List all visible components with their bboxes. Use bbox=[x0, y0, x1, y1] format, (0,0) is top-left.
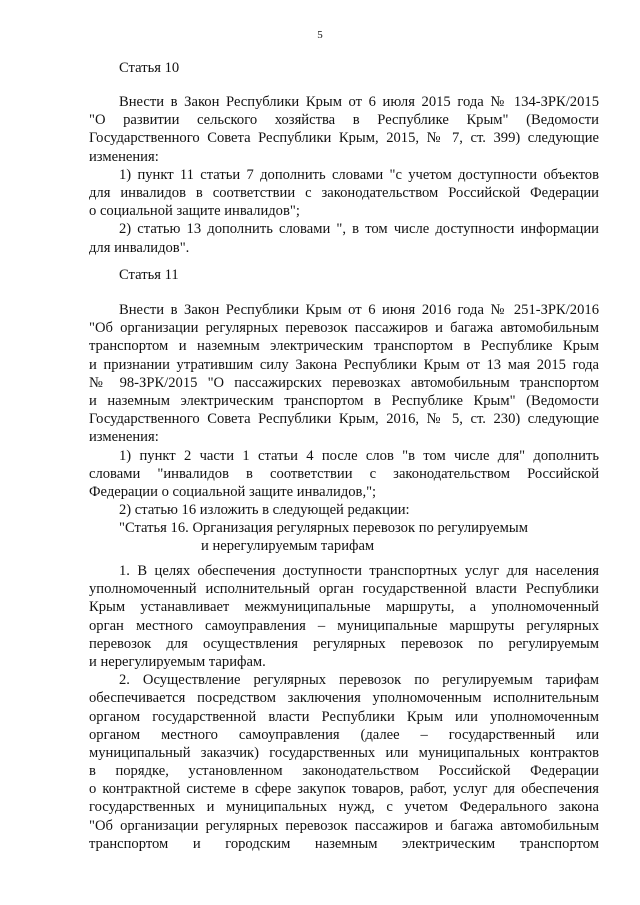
text-line: Государственного Совета Республики Крым, 2015, № 7, ст. 399) следующие bbox=[89, 130, 599, 147]
text-line: № 98-ЗРК/2015 "О пассажирских перевозках автомобильным транспортом bbox=[89, 374, 599, 391]
text-line: и нерегулируемым тарифам. bbox=[89, 653, 266, 670]
article-16-body bbox=[89, 562, 599, 853]
text-line: муниципальный заказчик) государственных или муниципальных контрактов bbox=[89, 744, 599, 761]
text-line: транспортом и городским наземным электрическим транспортом bbox=[89, 835, 599, 852]
text-line: Внести в Закон Республики Крым от 6 июня 2016 года № 251-ЗРК/2016 bbox=[119, 302, 599, 318]
text-line: Внести в Закон Республики Крым от 6 июля 2015 года № 134-ЗРК/2015 bbox=[119, 94, 599, 110]
text-line: изменения: bbox=[89, 148, 159, 165]
article-10-heading: Статья 10 bbox=[119, 60, 180, 76]
text-line: уполномоченный исполнительный орган государственной власти Республики bbox=[89, 581, 599, 598]
text-line: перевозок для осуществления регулярных перевозок по регулируемым bbox=[89, 635, 599, 652]
article-10-text bbox=[89, 93, 599, 257]
text-line: Крым устанавливает межмуниципальные маршруты, а уполномоченный bbox=[89, 599, 599, 616]
text-line: государственных и муниципальных нужд, с учетом Федерального закона bbox=[89, 799, 599, 816]
quoted-article-title-cont: и нерегулируемым тарифам bbox=[201, 538, 375, 555]
text-line: орган местного самоуправления – муниципальные маршруты регулярных bbox=[89, 617, 599, 634]
article-11-text bbox=[89, 301, 599, 556]
text-line: в порядке, установленном законодательством Российской Федерации bbox=[89, 763, 599, 780]
text-line: "О развитии сельского хозяйства в Республике Крым" (Ведомости bbox=[89, 112, 599, 129]
text-line: и наземным электрическим транспортом в Республике Крым" (Ведомости bbox=[89, 392, 599, 409]
text-line: словами "инвалидов в соответствии с законодательством Российской bbox=[89, 465, 599, 482]
text-line: органом местного самоуправления (далее – государственный или bbox=[89, 726, 599, 743]
text-line: 2) статью 16 изложить в следующей редакции: bbox=[119, 502, 410, 519]
text-line: транспортом и наземным электрическим транспортом в Республике Крым bbox=[89, 338, 599, 355]
text-line: обеспечивается посредством заключения уполномоченным исполнительным bbox=[89, 690, 599, 707]
text-line: 2) статью 13 дополнить словами ", в том числе доступности информации bbox=[119, 221, 599, 238]
text-line: Федерации о социальной защите инвалидов,"; bbox=[89, 483, 377, 500]
text-line: 1. В целях обеспечения доступности транспортных услуг для населения bbox=[119, 563, 599, 579]
quoted-article-title: "Статья 16. Организация регулярных перевозок по регулируемым bbox=[119, 520, 528, 537]
text-line: Государственного Совета Республики Крым, 2016, № 5, ст. 230) следующие bbox=[89, 411, 599, 428]
text-line: и признании утратившим силу Закона Республики Крым от 13 мая 2015 года bbox=[89, 356, 599, 373]
text-line: органом государственной власти Республики Крым или уполномоченным bbox=[89, 708, 599, 725]
text-line: "Об организации регулярных перевозок пассажиров и багажа автомобильным bbox=[89, 817, 599, 834]
text-line: о социальной защите инвалидов"; bbox=[89, 203, 300, 220]
page-number: 5 bbox=[317, 29, 323, 41]
text-line: 1) пункт 2 части 1 статьи 4 после слов "в том числе для" дополнить bbox=[119, 447, 599, 464]
text-line: о контрактной системе в сфере закупок товаров, работ, услуг для обеспечения bbox=[89, 781, 599, 798]
text-line: "Об организации регулярных перевозок пассажиров и багажа автомобильным bbox=[89, 320, 599, 337]
text-line: для инвалидов в соответствии с законодательством Российской Федерации bbox=[89, 184, 599, 201]
text-line: 1) пункт 11 статьи 7 дополнить словами "с учетом доступности объектов bbox=[119, 166, 599, 183]
article-11-heading: Статья 11 bbox=[119, 267, 179, 283]
text-line: для инвалидов". bbox=[89, 239, 190, 256]
text-line: 2. Осуществление регулярных перевозок по регулируемым тарифам bbox=[119, 672, 599, 689]
text-line: изменения: bbox=[89, 429, 159, 446]
